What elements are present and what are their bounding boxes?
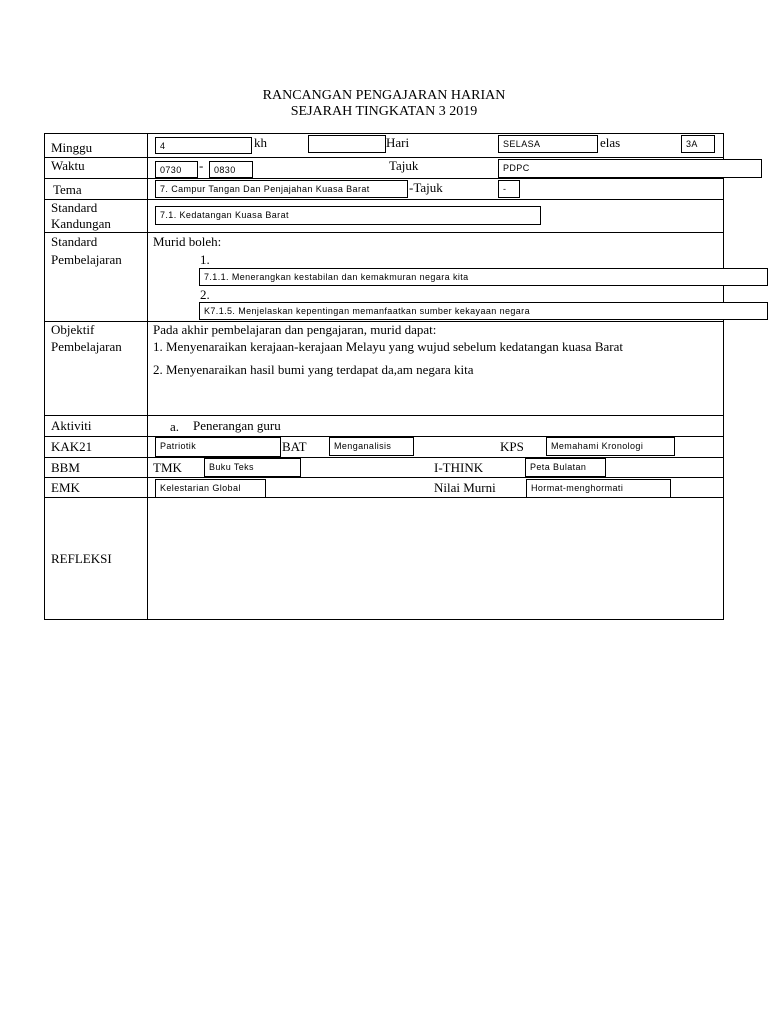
page-title: RANCANGAN PENGAJARAN HARIAN [262, 88, 506, 103]
label-tmk: TMK [153, 460, 182, 475]
aktiviti-marker: a. [170, 419, 180, 434]
bat-field[interactable]: Menganalisis [329, 437, 414, 456]
subtajuk-field[interactable]: - [498, 180, 520, 198]
label-ithink: I-THINK [434, 460, 484, 475]
hari-field[interactable]: SELASA [498, 135, 598, 153]
label-tarikh-partial: kh [254, 135, 267, 150]
label-minggu: Minggu [51, 140, 93, 155]
label-objektif-2: Pembelajaran [51, 339, 122, 354]
label-kelas-partial: elas [600, 135, 621, 150]
minggu-field[interactable]: 4 [155, 137, 252, 154]
tarikh-field[interactable] [308, 135, 386, 153]
label-nilai-murni: Nilai Murni [434, 480, 496, 495]
label-standard-kandungan-1: Standard [51, 200, 98, 215]
label-aktiviti: Aktiviti [51, 418, 92, 433]
label-hari: Hari [386, 135, 410, 150]
label-standard-pembelajaran-1: Standard [51, 234, 98, 249]
kps-field[interactable]: Memahami Kronologi [546, 437, 675, 456]
standard-pembelajaran-intro: Murid boleh: [153, 234, 222, 249]
waktu-tamat-field[interactable]: 0830 [209, 161, 253, 178]
label-tema: Tema [53, 182, 82, 197]
label-tajuk: Tajuk [389, 158, 419, 173]
label-waktu: Waktu [51, 158, 85, 173]
label-kak21: KAK21 [51, 439, 93, 454]
label-refleksi: REFLEKSI [51, 551, 112, 566]
objektif-intro: Pada akhir pembelajaran dan pengajaran, murid dapat: [153, 322, 437, 337]
sp-item2-field[interactable]: K7.1.5. Menjelaskan kepentingan memanfaatkan sumber kekayaan negara [199, 302, 768, 320]
sp-item1-number: 1. [200, 252, 210, 267]
tmk-field[interactable]: Buku Teks [204, 458, 301, 477]
waktu-mula-field[interactable]: 0730 [155, 161, 198, 178]
ithink-field[interactable]: Peta Bulatan [525, 458, 606, 477]
kelas-field[interactable]: 3A [681, 135, 715, 153]
sp-item2-number: 2. [200, 287, 210, 302]
label-kps: KPS [500, 439, 524, 454]
label-subtajuk-partial: -Tajuk [409, 180, 443, 195]
nilai-murni-field[interactable]: Hormat-menghormati [526, 479, 671, 498]
emk-field[interactable]: Kelestarian Global [155, 479, 266, 498]
waktu-dash: - [199, 158, 204, 173]
kak21-field[interactable]: Patriotik [155, 437, 281, 457]
page-subtitle: SEJARAH TINGKATAN 3 2019 [290, 104, 478, 119]
label-bbm: BBM [51, 460, 80, 475]
refleksi-area[interactable] [148, 498, 723, 619]
aktiviti-item: Penerangan guru [193, 418, 281, 433]
standard-kandungan-field[interactable]: 7.1. Kedatangan Kuasa Barat [155, 206, 541, 225]
label-bat-partial: BAT [282, 439, 307, 454]
sp-item1-field[interactable]: 7.1.1. Menerangkan kestabilan dan kemakmuran negara kita [199, 268, 768, 286]
tajuk-field[interactable]: PDPC [498, 159, 762, 178]
label-emk: EMK [51, 480, 80, 495]
label-standard-kandungan-2: Kandungan [51, 216, 111, 231]
objektif-item1: 1. Menyenaraikan kerajaan-kerajaan Melayu yang wujud sebelum kedatangan kuasa Barat [153, 339, 623, 354]
label-objektif-1: Objektif [51, 322, 95, 337]
label-standard-pembelajaran-2: Pembelajaran [51, 252, 122, 267]
tema-field[interactable]: 7. Campur Tangan Dan Penjajahan Kuasa Barat [155, 180, 408, 198]
objektif-item2: 2. Menyenaraikan hasil bumi yang terdapat da,am negara kita [153, 362, 474, 377]
